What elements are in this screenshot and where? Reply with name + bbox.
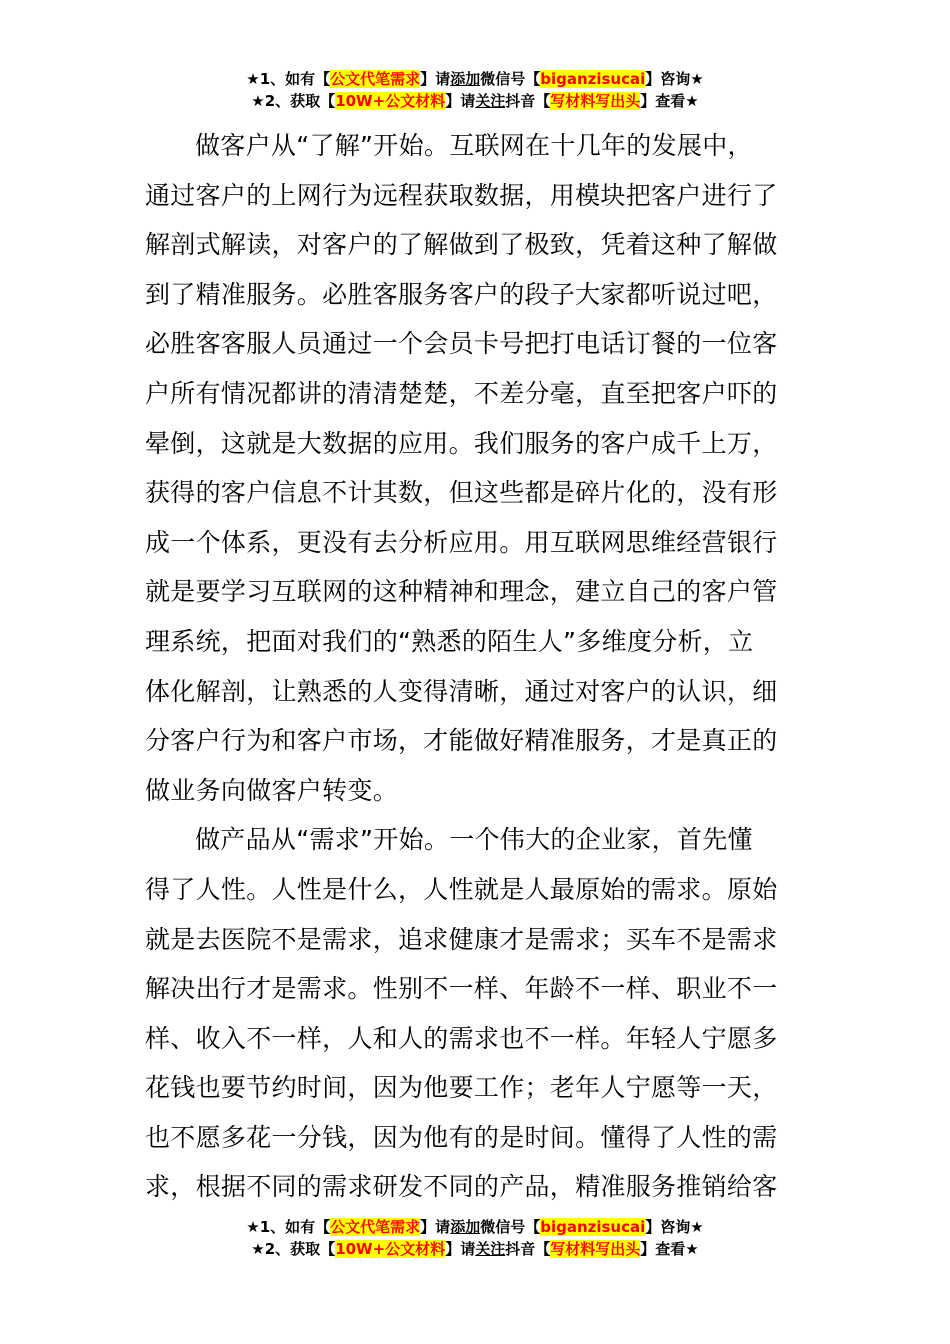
- paragraph-line: 户所有情况都讲的清清楚楚，不差分毫，直至把客户吓的: [145, 378, 778, 408]
- paragraph-line: 就是去医院不是需求，追求健康才是需求；买车不是需求: [145, 924, 778, 954]
- paragraph-line: 分客户行为和客户市场，才能做好精准服务，才是真正的: [145, 726, 778, 756]
- paragraph-line: 通过客户的上网行为远程获取数据，用模块把客户进行了: [145, 180, 778, 210]
- highlight-text: 公文代笔需求: [330, 70, 421, 88]
- paragraph-line: 晕倒，这就是大数据的应用。我们服务的客户成千上万，: [145, 428, 778, 458]
- emphasis-text: 关注: [475, 92, 506, 110]
- banner-text: 】查看★: [640, 92, 699, 110]
- banner-text: ★1、如有【: [246, 1218, 331, 1236]
- banner-text: 抖音【: [505, 1240, 551, 1258]
- banner-text: 微信号【: [480, 1218, 541, 1236]
- paragraph-line: 就是要学习互联网的这种精神和理念，建立自己的客户管: [145, 577, 778, 607]
- paragraph-line: 解决出行才是需求。性别不一样、年龄不一样、职业不一: [145, 974, 778, 1004]
- paragraph-line: 获得的客户信息不计其数，但这些都是碎片化的，没有形: [145, 478, 778, 508]
- paragraph-line: 解剖式解读，对客户的了解做到了极致，凭着这种了解做: [145, 230, 778, 260]
- banner-text: ★2、获取【: [251, 1240, 336, 1258]
- banner-text: 抖音【: [505, 92, 551, 110]
- paragraph-line: 必胜客客服人员通过一个会员卡号把打电话订餐的一位客: [145, 329, 778, 359]
- paragraph-line: 成一个体系，更没有去分析应用。用互联网思维经营银行: [145, 527, 778, 557]
- banner-line-2: [0, 1238, 950, 1260]
- douyin-account-highlight: 写材料写出头: [550, 92, 641, 110]
- banner-text: 微信号【: [480, 70, 541, 88]
- douyin-account-highlight: 写材料写出头: [550, 1240, 641, 1258]
- paragraph-line: 做客户从“了解”开始。互联网在十几年的发展中，: [195, 131, 753, 160]
- emphasis-text: 添加: [450, 1218, 481, 1236]
- banner-text: 】查看★: [640, 1240, 699, 1258]
- paragraph-line: 也不愿多花一分钱，因为他有的是时间。懂得了人性的需: [145, 1122, 778, 1152]
- banner-line-1: [0, 1216, 950, 1238]
- paragraph-line: 做产品从“需求”开始。一个伟大的企业家，首先懂: [195, 825, 753, 855]
- paragraph-line: 体化解剖，让熟悉的人变得清晰，通过对客户的认识，细: [145, 676, 778, 706]
- paragraph-line: 到了精准服务。必胜客服务客户的段子大家都听说过吧，: [145, 279, 778, 309]
- banner-text: 】咨询★: [645, 70, 704, 88]
- highlight-text: 10W+公文材料: [335, 92, 446, 110]
- banner-text: 】请: [420, 1218, 451, 1236]
- paragraph-line: 得了人性。人性是什么，人性就是人最原始的需求。原始: [145, 874, 778, 904]
- highlight-text: 10W+公文材料: [335, 1240, 446, 1258]
- paragraph-line: 花钱也要节约时间，因为他要工作；老年人宁愿等一天，: [145, 1073, 778, 1103]
- banner-text: 】请: [445, 1240, 476, 1258]
- paragraph-line: 理系统，把面对我们的“熟悉的陌生人”多维度分析，立: [145, 626, 754, 656]
- paragraph-line: 做业务向做客户转变。: [145, 775, 399, 805]
- highlight-text: 公文代笔需求: [330, 1218, 421, 1236]
- footer-banner: [0, 1216, 950, 1260]
- emphasis-text: 关注: [475, 1240, 506, 1258]
- wechat-id-highlight: biganzisucai: [540, 1218, 646, 1236]
- banner-line-1: [0, 68, 950, 90]
- banner-text: 】咨询★: [645, 1218, 704, 1236]
- emphasis-text: 添加: [450, 70, 481, 88]
- banner-line-2: [0, 90, 950, 112]
- paragraph-line: 样、收入不一样，人和人的需求也不一样。年轻人宁愿多: [145, 1023, 778, 1053]
- banner-text: ★1、如有【: [246, 70, 331, 88]
- paragraph-line: 求，根据不同的需求研发不同的产品，精准服务推销给客: [145, 1172, 778, 1202]
- banner-text: ★2、获取【: [251, 92, 336, 110]
- banner-text: 】请: [420, 70, 451, 88]
- wechat-id-highlight: biganzisucai: [540, 70, 646, 88]
- header-banner: [0, 68, 950, 112]
- banner-text: 】请: [445, 92, 476, 110]
- document-body: [145, 121, 810, 1212]
